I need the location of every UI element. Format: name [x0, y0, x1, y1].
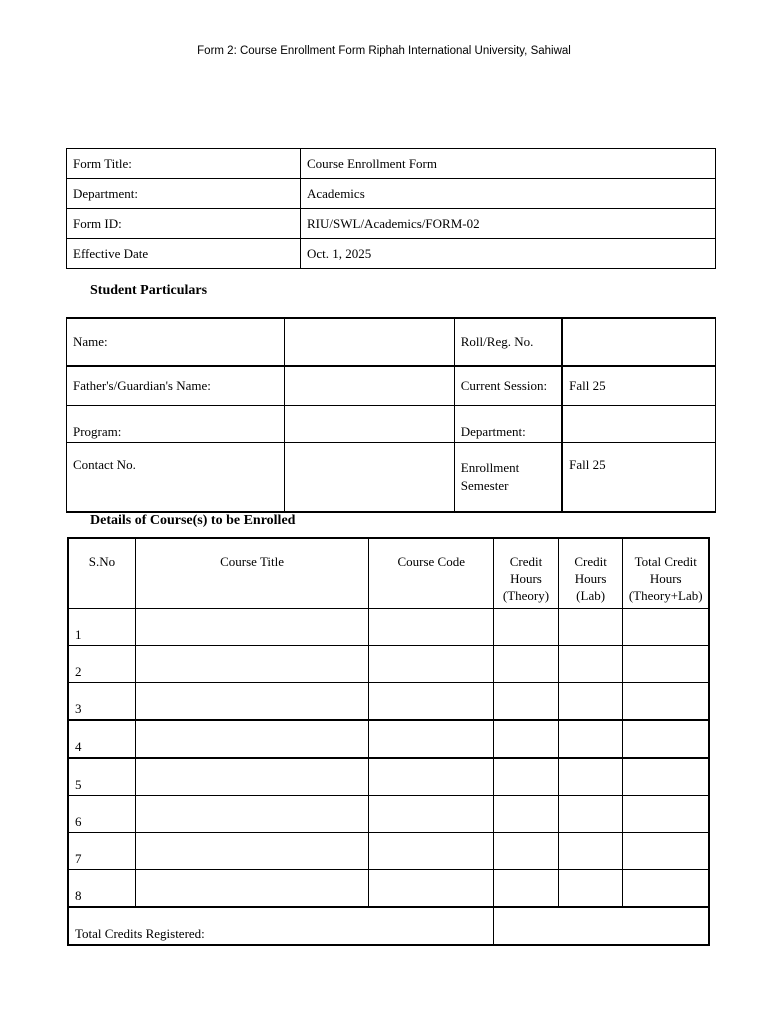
- course-code-cell[interactable]: [369, 796, 494, 833]
- course-row: [68, 683, 709, 721]
- guardian-name-field[interactable]: [284, 366, 454, 406]
- total-credit-cell[interactable]: [623, 646, 709, 683]
- meta-row: [67, 209, 716, 239]
- meta-value: Course Enrollment Form: [301, 149, 716, 179]
- course-code-cell[interactable]: [369, 683, 494, 721]
- credit-theory-cell[interactable]: [494, 720, 559, 758]
- credit-lab-cell[interactable]: [558, 720, 623, 758]
- meta-label: Form ID:: [67, 209, 301, 239]
- course-row: [68, 609, 709, 646]
- form-meta-table: [66, 148, 716, 269]
- row-number: 4: [68, 720, 135, 758]
- course-title-cell[interactable]: [135, 609, 368, 646]
- total-credit-cell[interactable]: [623, 870, 709, 908]
- row-number: 2: [68, 646, 135, 683]
- col-header-credit-theory: Credit Hours (Theory): [494, 538, 559, 609]
- meta-label: Form Title:: [67, 149, 301, 179]
- row-number: 3: [68, 683, 135, 721]
- course-title-cell[interactable]: [135, 683, 368, 721]
- credit-lab-cell[interactable]: [558, 646, 623, 683]
- row-number: 8: [68, 870, 135, 908]
- col-header-total-credit: Total Credit Hours (Theory+Lab): [623, 538, 709, 609]
- current-session-label: Current Session:: [454, 366, 562, 406]
- name-field[interactable]: [284, 318, 454, 366]
- total-credits-field[interactable]: [494, 907, 709, 945]
- credit-lab-cell[interactable]: [558, 758, 623, 796]
- meta-row: [67, 149, 716, 179]
- row-number: 5: [68, 758, 135, 796]
- enrollment-semester-label: Enrollment Semester: [454, 443, 562, 513]
- col-header-sno: S.No: [68, 538, 135, 609]
- course-row: [68, 646, 709, 683]
- col-header-course-title: Course Title: [135, 538, 368, 609]
- row-number: 1: [68, 609, 135, 646]
- student-particulars-heading: Student Particulars: [90, 283, 208, 298]
- col-header-credit-lab: Credit Hours (Lab): [558, 538, 623, 609]
- student-row: [67, 443, 716, 513]
- course-title-cell[interactable]: [135, 758, 368, 796]
- course-row: [68, 870, 709, 908]
- meta-value: Oct. 1, 2025: [301, 239, 716, 269]
- roll-no-field[interactable]: [562, 318, 715, 366]
- meta-row: [67, 179, 716, 209]
- page-header: Form 2: Course Enrollment Form Riphah International University, Sahiwal: [197, 45, 571, 57]
- contact-label: Contact No.: [67, 443, 285, 513]
- credit-theory-cell[interactable]: [494, 609, 559, 646]
- course-title-cell[interactable]: [135, 870, 368, 908]
- total-credit-cell[interactable]: [623, 720, 709, 758]
- total-credit-cell[interactable]: [623, 833, 709, 870]
- credit-theory-cell[interactable]: [494, 646, 559, 683]
- course-title-cell[interactable]: [135, 833, 368, 870]
- meta-label: Effective Date: [67, 239, 301, 269]
- student-particulars-table: [66, 317, 716, 513]
- courses-header-row: [68, 538, 709, 609]
- meta-label: Department:: [67, 179, 301, 209]
- course-code-cell[interactable]: [369, 833, 494, 870]
- meta-value: RIU/SWL/Academics/FORM-02: [301, 209, 716, 239]
- course-code-cell[interactable]: [369, 646, 494, 683]
- course-code-cell[interactable]: [369, 870, 494, 908]
- program-label: Program:: [67, 406, 285, 443]
- course-row: [68, 758, 709, 796]
- col-header-course-code: Course Code: [369, 538, 494, 609]
- meta-row: [67, 239, 716, 269]
- course-title-cell[interactable]: [135, 646, 368, 683]
- credit-theory-cell[interactable]: [494, 758, 559, 796]
- course-title-cell[interactable]: [135, 796, 368, 833]
- course-code-cell[interactable]: [369, 720, 494, 758]
- total-credits-row: [68, 907, 709, 945]
- meta-value: Academics: [301, 179, 716, 209]
- guardian-name-label: Father's/Guardian's Name:: [67, 366, 285, 406]
- credit-lab-cell[interactable]: [558, 833, 623, 870]
- course-code-cell[interactable]: [369, 758, 494, 796]
- total-credits-label: Total Credits Registered:: [68, 907, 494, 945]
- credit-lab-cell[interactable]: [558, 683, 623, 721]
- total-credit-cell[interactable]: [623, 796, 709, 833]
- total-credit-cell[interactable]: [623, 758, 709, 796]
- total-credit-cell[interactable]: [623, 609, 709, 646]
- credit-theory-cell[interactable]: [494, 833, 559, 870]
- name-label: Name:: [67, 318, 285, 366]
- row-number: 6: [68, 796, 135, 833]
- course-row: [68, 720, 709, 758]
- program-field[interactable]: [284, 406, 454, 443]
- credit-lab-cell[interactable]: [558, 870, 623, 908]
- course-row: [68, 833, 709, 870]
- row-number: 7: [68, 833, 135, 870]
- credit-theory-cell[interactable]: [494, 870, 559, 908]
- credit-theory-cell[interactable]: [494, 796, 559, 833]
- course-title-cell[interactable]: [135, 720, 368, 758]
- course-code-cell[interactable]: [369, 609, 494, 646]
- department-label: Department:: [454, 406, 562, 443]
- course-details-heading: Details of Course(s) to be Enrolled: [90, 513, 296, 528]
- student-row: [67, 366, 716, 406]
- credit-lab-cell[interactable]: [558, 609, 623, 646]
- credit-theory-cell[interactable]: [494, 683, 559, 721]
- total-credit-cell[interactable]: [623, 683, 709, 721]
- credit-lab-cell[interactable]: [558, 796, 623, 833]
- roll-no-label: Roll/Reg. No.: [454, 318, 562, 366]
- enrollment-semester-value[interactable]: Fall 25: [562, 443, 715, 513]
- course-row: [68, 796, 709, 833]
- student-row: [67, 318, 716, 366]
- student-row: [67, 406, 716, 443]
- current-session-value[interactable]: Fall 25: [562, 366, 715, 406]
- department-field[interactable]: [562, 406, 715, 443]
- contact-field[interactable]: [284, 443, 454, 513]
- courses-table: [67, 537, 710, 946]
